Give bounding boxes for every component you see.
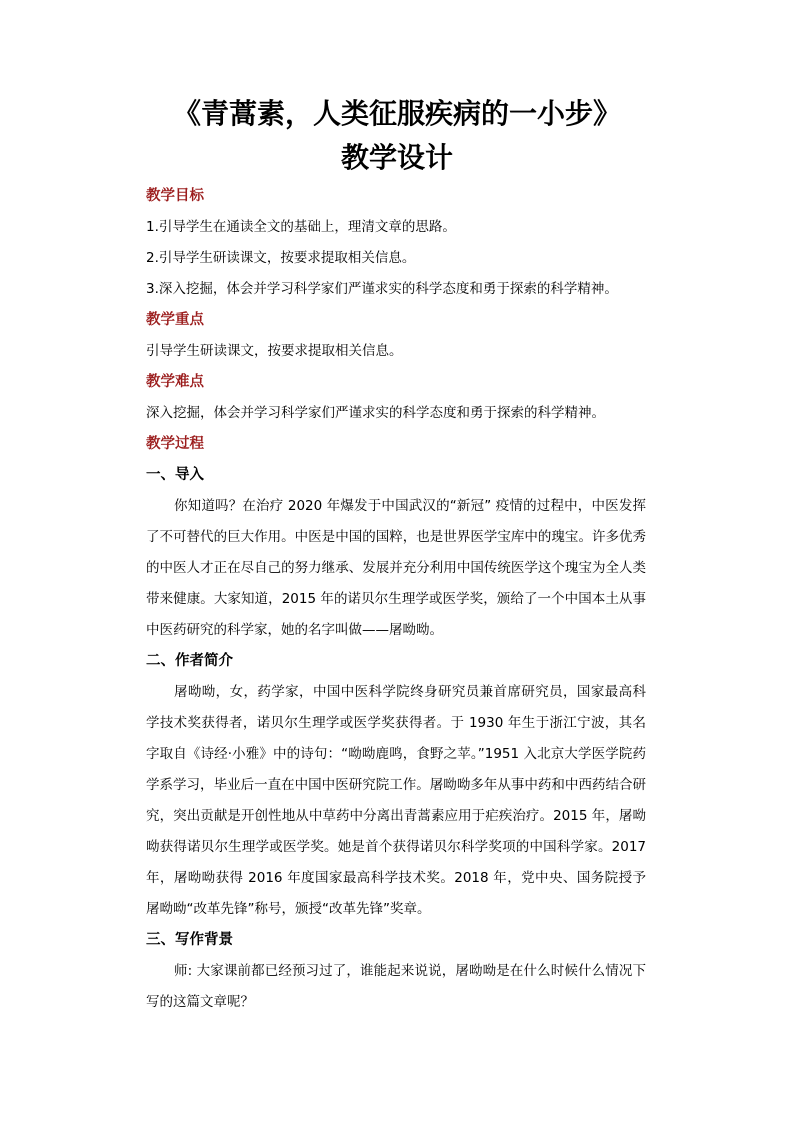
goal-item-3: 3.深入挖掘，体会并学习科学家们严谨求实的科学态度和勇于探索的科学精神。 xyxy=(146,281,618,297)
section-heading-difficulties: 教学难点 xyxy=(146,374,204,390)
background-paragraph: 师: 大家课前都已经预习过了，谁能起来说说，屠呦呦是在什么时候什么情况下写的这篇文章呢？ xyxy=(146,963,646,1010)
difficulties-text: 深入挖掘，体会并学习科学家们严谨求实的科学态度和勇于探索的科学精神。 xyxy=(146,405,605,421)
key-points-text: 引导学生研读课文，按要求提取相关信息。 xyxy=(146,343,403,359)
document-title-line1: 《青蒿素，人类征服疾病的一小步》 xyxy=(172,97,621,130)
section-heading-key-points: 教学重点 xyxy=(146,312,204,328)
subheading-intro: 一、导入 xyxy=(146,467,204,483)
subheading-author: 二、作者简介 xyxy=(146,653,233,669)
intro-paragraph: 你知道吗？在治疗 2020 年爆发于中国武汉的“新冠” 疫情的过程中，中医发挥了不可替代的巨大作用。中医是中国的国粹，也是世界医学宝库中的瑰宝。许多优秀的中医人才正在尽自己的努力继承、发展并充分利用中国传统医学这个瑰宝为全人类带来健康。大家知道，2015 年的诺贝尔生理学或医学奖，颁给了一个中国本土从事中医药研究的科学家，她的名字叫做——屠呦呦。 xyxy=(146,498,646,638)
subheading-background: 三、写作背景 xyxy=(146,932,233,948)
document-title-line2: 教学设计 xyxy=(340,141,453,174)
goal-item-1: 1.引导学生在通读全文的基础上，理清文章的思路。 xyxy=(146,219,456,235)
section-heading-goals: 教学目标 xyxy=(146,188,204,204)
goal-item-2: 2.引导学生研读课文，按要求提取相关信息。 xyxy=(146,250,416,266)
author-paragraph: 屠呦呦，女，药学家，中国中医科学院终身研究员兼首席研究员，国家最高科学技术奖获得者，诺贝尔生理学或医学奖获得者。于 1930 年生于浙江宁波，其名字取自《诗经·小雅》中的诗句：“呦呦鹿鸣，食野之苹。”1951 入北京大学医学院药学系学习，毕业后一直在中国中医研究院工作。屠呦呦多年从事中药和中西药结合研究，突出贡献是开创性地从中草药中分离出青蒿素应用于疟疾治疗。2015 年，屠呦呦获得诺贝尔生理学或医学奖。她是首个获得诺贝尔科学奖项的中国科学家。2017 年，屠呦呦获得 2016 年度国家最高科学技术奖。2018 年，党中央、国务院授予屠呦呦“改革先锋”称号，颁授“改革先锋”奖章。 xyxy=(146,684,646,917)
section-heading-process: 教学过程 xyxy=(146,436,204,452)
document-body xyxy=(146,181,646,1018)
